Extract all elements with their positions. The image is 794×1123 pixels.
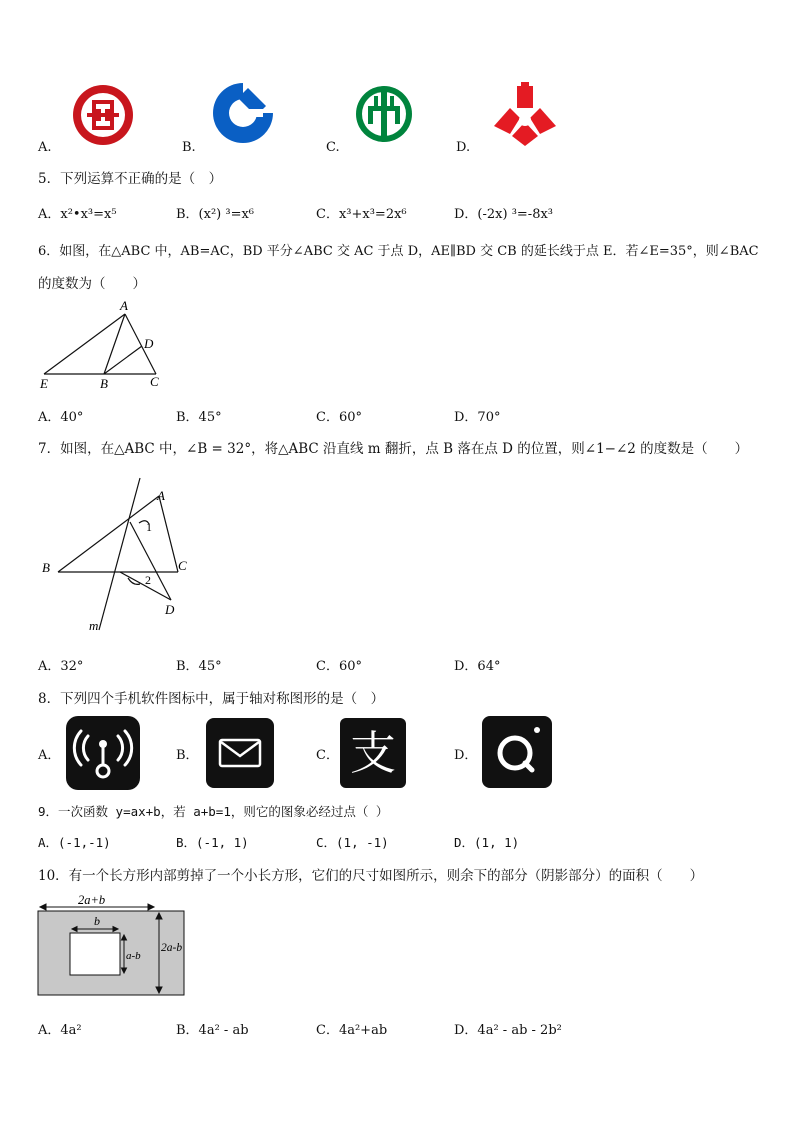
q7-label-one: 1 bbox=[146, 520, 152, 534]
q8-option-c-label[interactable]: C． bbox=[316, 748, 339, 763]
q5-option-c[interactable]: C．x³+x³=2x⁶ bbox=[316, 207, 407, 222]
abc-logo-icon bbox=[352, 84, 416, 146]
q6-option-a[interactable]: A．40° bbox=[38, 410, 84, 425]
q10-stem: 10．有一个长方形内部剪掉了一个小长方形，它们的尺寸如图所示，则余下的部分（阴影部分）的面积（ ） bbox=[38, 868, 704, 884]
q7-fold-figure bbox=[36, 474, 196, 634]
q8-option-b-label[interactable]: B． bbox=[176, 748, 199, 763]
alipay-glyph: 支 bbox=[350, 726, 396, 780]
boc-logo-icon bbox=[490, 82, 560, 148]
q6-label-c: C bbox=[150, 374, 159, 389]
q6-label-e: E bbox=[40, 376, 48, 391]
icbc-logo-icon bbox=[70, 82, 136, 148]
q6-label-b: B bbox=[100, 376, 108, 391]
q10-option-b[interactable]: B．4a² - ab bbox=[176, 1023, 249, 1038]
q9-option-c[interactable]: C．(1, -1) bbox=[316, 835, 389, 850]
q7-stem: 7．如图，在△ABC 中，∠B = 32°，将△ABC 沿直线 m 翻折，点 B 落在点 D 的位置，则∠1−∠2 的度数是（ ） bbox=[38, 441, 749, 457]
ccb-logo-icon bbox=[210, 80, 276, 146]
q6-label-d: D bbox=[144, 336, 154, 351]
alipay-icon[interactable] bbox=[340, 718, 406, 788]
q8-stem: 8．下列四个手机软件图标中，属于轴对称图形的是（ ） bbox=[38, 691, 385, 707]
q6-option-d[interactable]: D．70° bbox=[454, 410, 501, 425]
q9-stem: 9．一次函数 y=ax+b，若 a+b=1，则它的图象必经过点（ ） bbox=[38, 804, 389, 819]
q7-option-c[interactable]: C．60° bbox=[316, 659, 362, 674]
q10-label-top: 2a+b bbox=[78, 893, 106, 907]
q10-label-inner-top: b bbox=[94, 914, 100, 928]
q7-label-two: 2 bbox=[145, 573, 151, 587]
q9-option-a[interactable]: A．(-1,-1) bbox=[38, 835, 111, 850]
q10-option-c[interactable]: C．4a²+ab bbox=[316, 1023, 388, 1038]
q7-label-c: C bbox=[178, 558, 187, 573]
q7-option-d[interactable]: D．64° bbox=[454, 659, 501, 674]
q10-option-a[interactable]: A．4a² bbox=[38, 1023, 82, 1038]
q6-stem-line1: 6．如图，在△ABC 中，AB=AC，BD 平分∠ABC 交 AC 于点 D，AE∥BD 交 CB 的延长线于点 E．若∠E=35°，则∠BAC bbox=[38, 244, 759, 259]
q4-option-b-label: B. bbox=[182, 140, 196, 155]
q9-option-b[interactable]: B．(-1, 1) bbox=[176, 835, 249, 850]
search-q-icon[interactable] bbox=[482, 716, 552, 788]
q4-option-c-label: C. bbox=[326, 140, 340, 155]
q7-option-b[interactable]: B．45° bbox=[176, 659, 222, 674]
q10-option-d[interactable]: D．4a² - ab - 2b² bbox=[454, 1023, 562, 1038]
q7-label-m: m bbox=[89, 618, 99, 633]
q10-label-right: 2a-b bbox=[161, 942, 183, 954]
q6-option-b[interactable]: B．45° bbox=[176, 410, 222, 425]
q10-label-inner-side: a-b bbox=[126, 950, 141, 962]
q6-stem-line2: 的度数为（ ） bbox=[38, 276, 146, 292]
q5-option-d[interactable]: D．(-2x) ³=-8x³ bbox=[454, 207, 554, 222]
mail-icon[interactable] bbox=[206, 718, 274, 788]
q6-option-c[interactable]: C．60° bbox=[316, 410, 362, 425]
q6-label-a: A bbox=[120, 298, 128, 313]
q9-option-d[interactable]: D．(1, 1) bbox=[454, 835, 520, 850]
q8-option-a-label[interactable]: A． bbox=[38, 748, 61, 763]
q5-stem: 5．下列运算不正确的是（ ） bbox=[38, 171, 223, 187]
q7-label-d: D bbox=[165, 602, 175, 617]
q7-label-b: B bbox=[42, 560, 50, 575]
q10-rectangle-figure bbox=[34, 893, 190, 1003]
q4-options bbox=[0, 70, 794, 160]
q8-option-d-label[interactable]: D． bbox=[454, 748, 478, 763]
q7-option-a[interactable]: A．32° bbox=[38, 659, 84, 674]
wifi-key-icon[interactable] bbox=[66, 716, 140, 790]
q4-option-d-label: D. bbox=[456, 140, 471, 155]
q7-label-a: A bbox=[157, 488, 165, 503]
q6-triangle-figure bbox=[36, 298, 166, 392]
q5-option-b[interactable]: B．(x²) ³=x⁶ bbox=[176, 207, 255, 222]
q4-option-a-label: A. bbox=[38, 140, 52, 155]
q5-option-a[interactable]: A．x²•x³=x⁵ bbox=[38, 207, 117, 222]
